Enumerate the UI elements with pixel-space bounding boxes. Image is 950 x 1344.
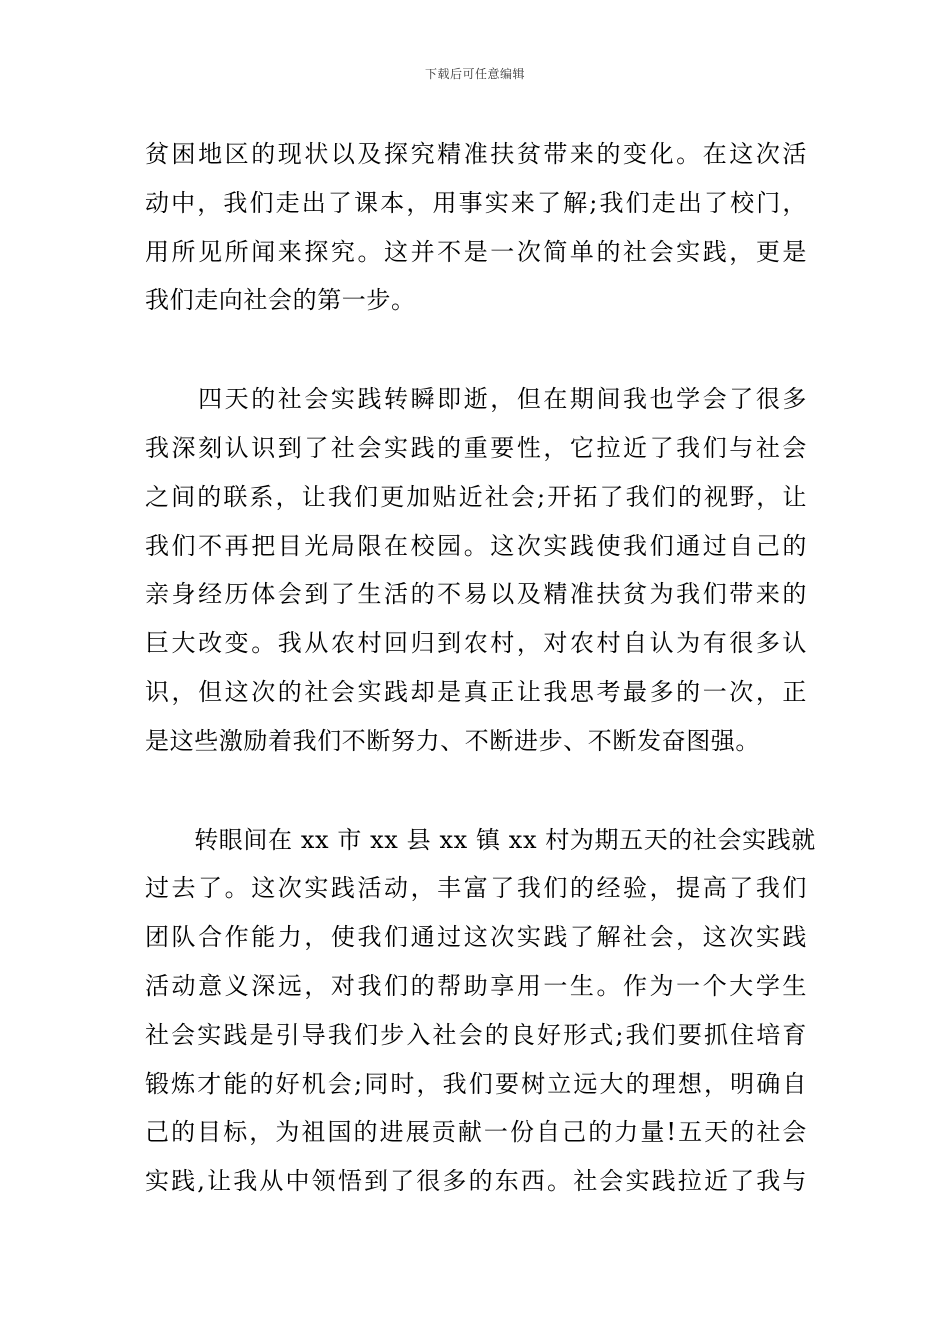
paragraph-3 — [145, 816, 816, 1206]
text-line: 四天的社会实践转瞬即逝，但在期间我也学会了很多 — [145, 385, 807, 414]
text-line: 我深刻认识到了社会实践的重要性，它拉近了我们与社会 — [145, 433, 807, 462]
text-line: 亲身经历体会到了生活的不易以及精准扶贫为我们带来的 — [145, 580, 807, 609]
paragraph-1 — [145, 130, 807, 325]
text-line: 我们不再把目光局限在校园。这次实践使我们通过自己的 — [145, 531, 807, 560]
text-line: 己的目标，为祖国的进展贡献一份自己的力量!五天的社会 — [145, 1118, 807, 1147]
text-line: 巨大改变。我从农村回归到农村，对农村自认为有很多认 — [145, 629, 807, 658]
text-line: 之间的联系，让我们更加贴近社会;开拓了我们的视野，让 — [145, 482, 807, 511]
text-line: 识，但这次的社会实践却是真正让我思考最多的一次，正 — [145, 677, 807, 706]
text-line: 过去了。这次实践活动，丰富了我们的经验，提高了我们 — [145, 874, 807, 903]
page-header: 下载后可任意编辑 — [424, 67, 525, 81]
text-line: 动中，我们走出了课本，用事实来了解;我们走出了校门， — [145, 188, 807, 217]
text-line: 贫困地区的现状以及探究精准扶贫带来的变化。在这次活 — [145, 140, 807, 168]
text-line: 用所见所闻来探究。这并不是一次简单的社会实践，更是 — [145, 237, 807, 266]
document-body — [145, 130, 816, 1206]
text-line: 活动意义深远，对我们的帮助享用一生。作为一个大学生 — [145, 971, 807, 1000]
text-line: 社会实践是引导我们步入社会的良好形式;我们要抓住培育 — [145, 1020, 807, 1049]
paragraph-2 — [145, 375, 807, 765]
text-line: 锻炼才能的好机会;同时，我们要树立远大的理想，明确自 — [145, 1069, 807, 1098]
text-line: 团队合作能力，使我们通过这次实践了解社会，这次实践 — [145, 923, 807, 952]
text-line: 是这些激励着我们不断努力、不断进步、不断发奋图强。 — [145, 726, 760, 755]
text-line: 转眼间在 xx 市 xx 县 xx 镇 xx 村为期五天的社会实践就 — [145, 825, 816, 854]
text-line: 我们走向社会的第一步。 — [145, 286, 416, 315]
text-line: 实践,让我从中领悟到了很多的东西。社会实践拉近了我与 — [145, 1167, 807, 1196]
